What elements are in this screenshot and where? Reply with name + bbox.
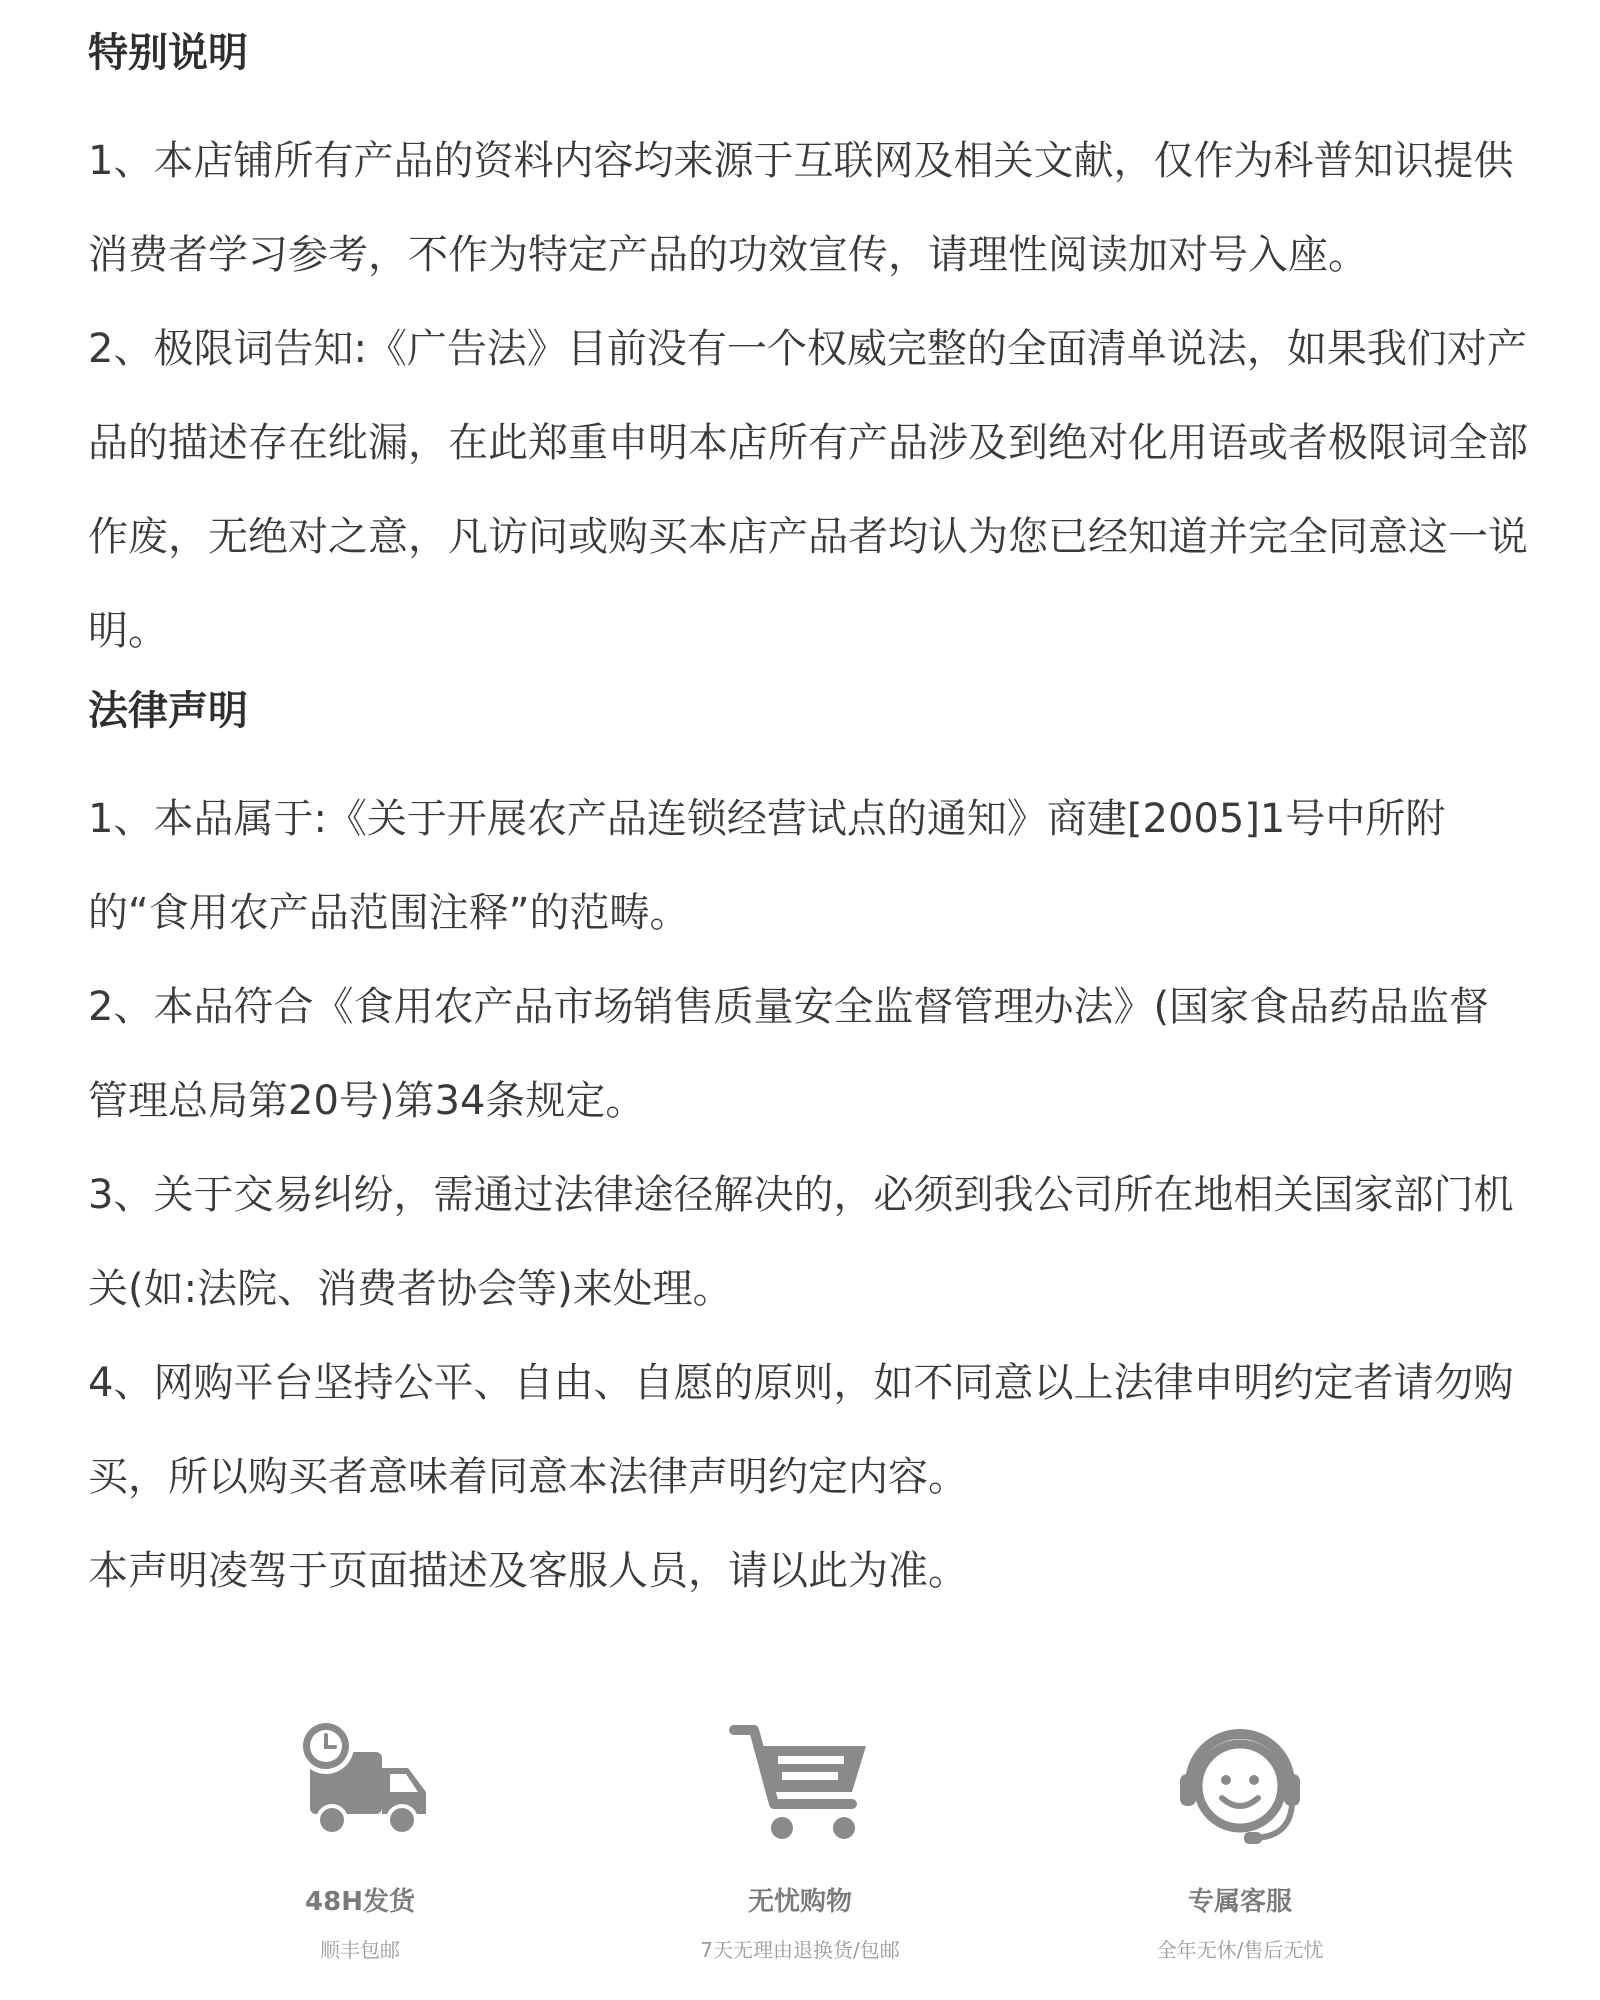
notice-item: 1、本店铺所有产品的资料内容均来源于互联网及相关文献，仅作为科普知识提供消费者学习参考，不作为特定产品的功效宣传，请理性阅读加对号入座。 [88, 138, 1514, 278]
legal-item: 4、网购平台坚持公平、自由、自愿的原则，如不同意以上法律申明约定者请勿购买，所以购买者意味着同意本法律声明约定内容。 [88, 1360, 1514, 1500]
feature-service [1070, 1700, 1410, 1964]
legal-item: 2、本品符合《食用农产品市场销售质量安全监督管理办法》(国家食品药品监督管理总局第20号)第34条规定。 [88, 984, 1490, 1124]
feature-subtitle: 全年无休/售后无忧 [1156, 1938, 1324, 1962]
feature-subtitle: 7天无理由退换货/包邮 [700, 1938, 900, 1962]
statement-content [88, 20, 1528, 1618]
notice-item: 2、极限词告知:《广告法》目前没有一个权威完整的全面清单说法，如果我们对产品的描述存在纰漏，在此郑重申明本店所有产品涉及到绝对化用语或者极限词全部作废，无绝对之意，凡访问或购买本店产品者均认为您已经知道并完全同意这一说明。 [88, 326, 1528, 654]
notice-heading: 特别说明 [88, 30, 248, 76]
feature-delivery [190, 1700, 530, 1964]
legal-item: 1、本品属于:《关于开展农产品连锁经营试点的通知》商建[2005]1号中所附的“食用农产品范围注释”的范畴。 [88, 796, 1446, 936]
delivery-truck-clock-icon [280, 1700, 440, 1860]
legal-heading: 法律声明 [88, 688, 248, 734]
feature-subtitle: 顺丰包邮 [320, 1938, 400, 1962]
feature-title: 48H发货 [305, 1887, 415, 1917]
customer-service-headset-icon [1160, 1700, 1320, 1860]
legal-footer-note: 本声明凌驾于页面描述及客服人员，请以此为准。 [88, 1548, 968, 1594]
service-features [0, 1700, 1600, 1980]
feature-shopping [630, 1700, 970, 1964]
shopping-cart-icon [720, 1700, 880, 1860]
legal-item: 3、关于交易纠纷，需通过法律途径解决的，必须到我公司所在地相关国家部门机关(如:法院、消费者协会等)来处理。 [88, 1172, 1514, 1312]
feature-title: 专属客服 [1187, 1887, 1292, 1917]
feature-title: 无忧购物 [747, 1887, 852, 1917]
